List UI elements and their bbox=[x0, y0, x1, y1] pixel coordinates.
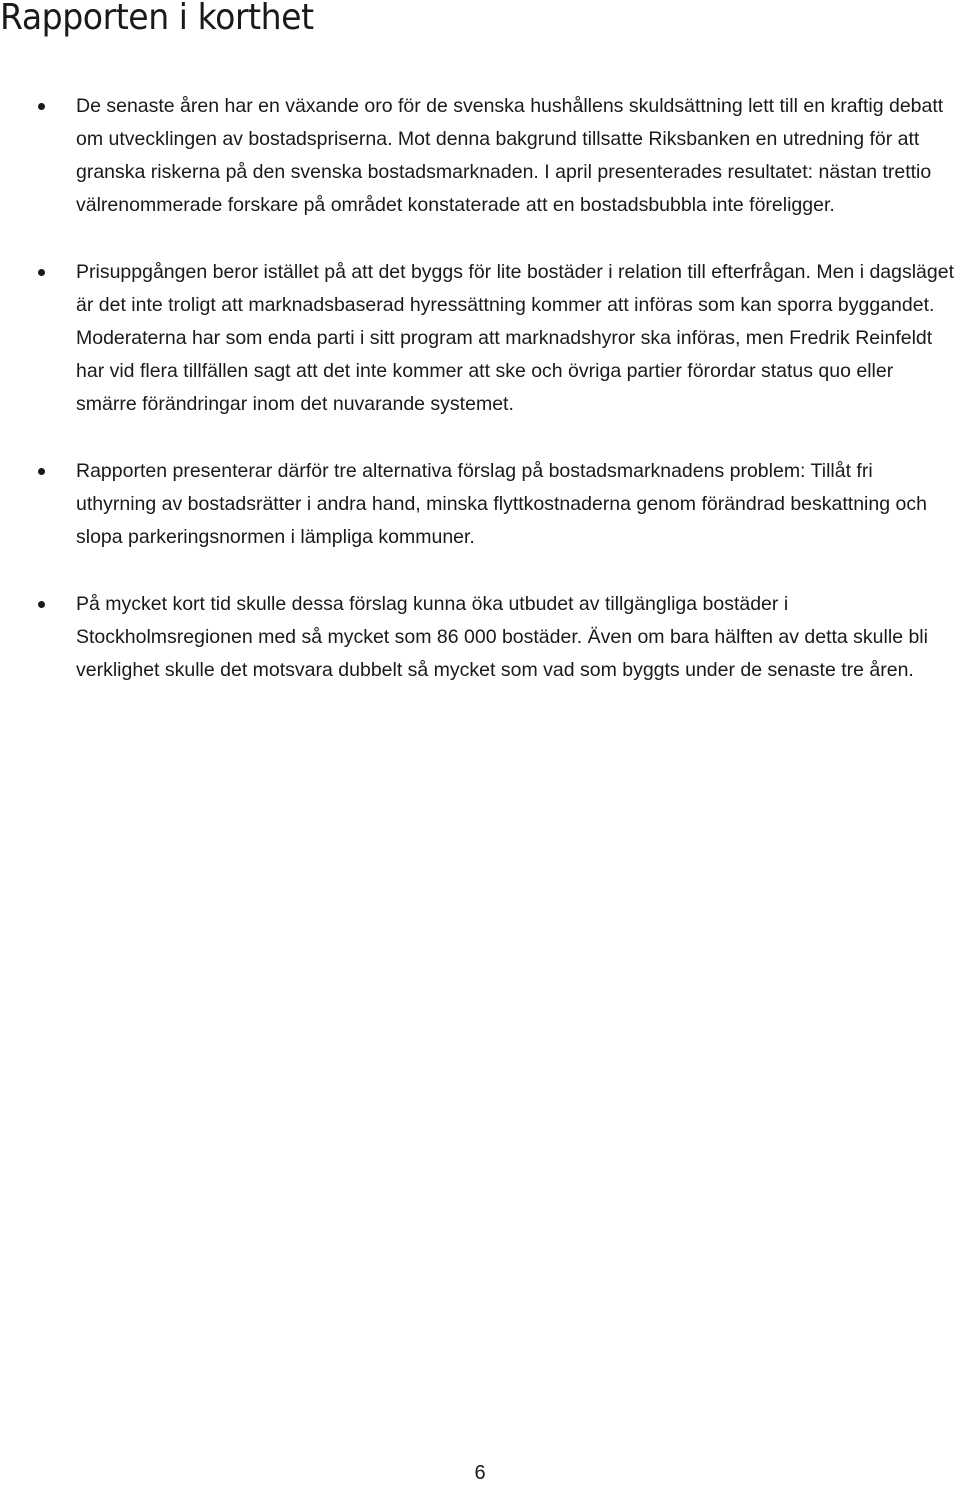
bullet-text: De senaste åren har en växande oro för de svenska hushållens skuldsättning lett till en kraftig debatt om utvecklingen av bostadspriserna. Mot denna bakgrund tillsatte Riksbanken en utredning för att granska riskerna på den svenska bostadsmarknaden. I april presenterades resultatet: nästan trettio välrenommerade forskare på området konstaterade att en bostadsbubbla inte föreligger. bbox=[76, 95, 944, 216]
page-title: Rapporten i korthet bbox=[0, 0, 314, 38]
bullet-dot-icon bbox=[38, 269, 45, 276]
bullet-text: Prisuppgången beror istället på att det byggs för lite bostäder i relation till efterfrågan. Men i dagsläget är det inte troligt att marknadsbaserad hyressättning kommer att införas som kan sporra byggandet. Moderaterna har som enda parti i sitt program att marknadshyror ska införas, men Fredrik Reinfeldt har vid flera tillfällen sagt att det inte kommer att ske och övriga partier förordar status quo eller smärre förändringar inom det nuvarande systemet. bbox=[76, 261, 955, 415]
bullet-text: Rapporten presenterar därför tre alternativa förslag på bostadsmarknadens problem: Tillåt fri uthyrning av bostadsrätter i andra hand, minska flyttkostnaderna genom förändrad beskattning och slopa parkeringsnormen i lämpliga kommuner. bbox=[76, 460, 927, 548]
bullet-item bbox=[0, 455, 960, 554]
bullet-dot-icon bbox=[38, 601, 45, 608]
bullet-dot-icon bbox=[38, 103, 45, 110]
bullet-item bbox=[0, 256, 960, 421]
bullet-text: På mycket kort tid skulle dessa förslag kunna öka utbudet av tillgängliga bostäder i Stockholmsregionen med så mycket som 86 000 bostäder. Även om bara hälften av detta skulle bli verklighet skulle det motsvara dubbelt så mycket som vad som byggts under de senaste tre åren. bbox=[76, 593, 928, 681]
bullet-item bbox=[0, 90, 960, 222]
bullet-item bbox=[0, 588, 960, 687]
page-number: 6 bbox=[474, 1462, 486, 1484]
bullet-dot-icon bbox=[38, 468, 45, 475]
bullet-list bbox=[0, 90, 960, 687]
